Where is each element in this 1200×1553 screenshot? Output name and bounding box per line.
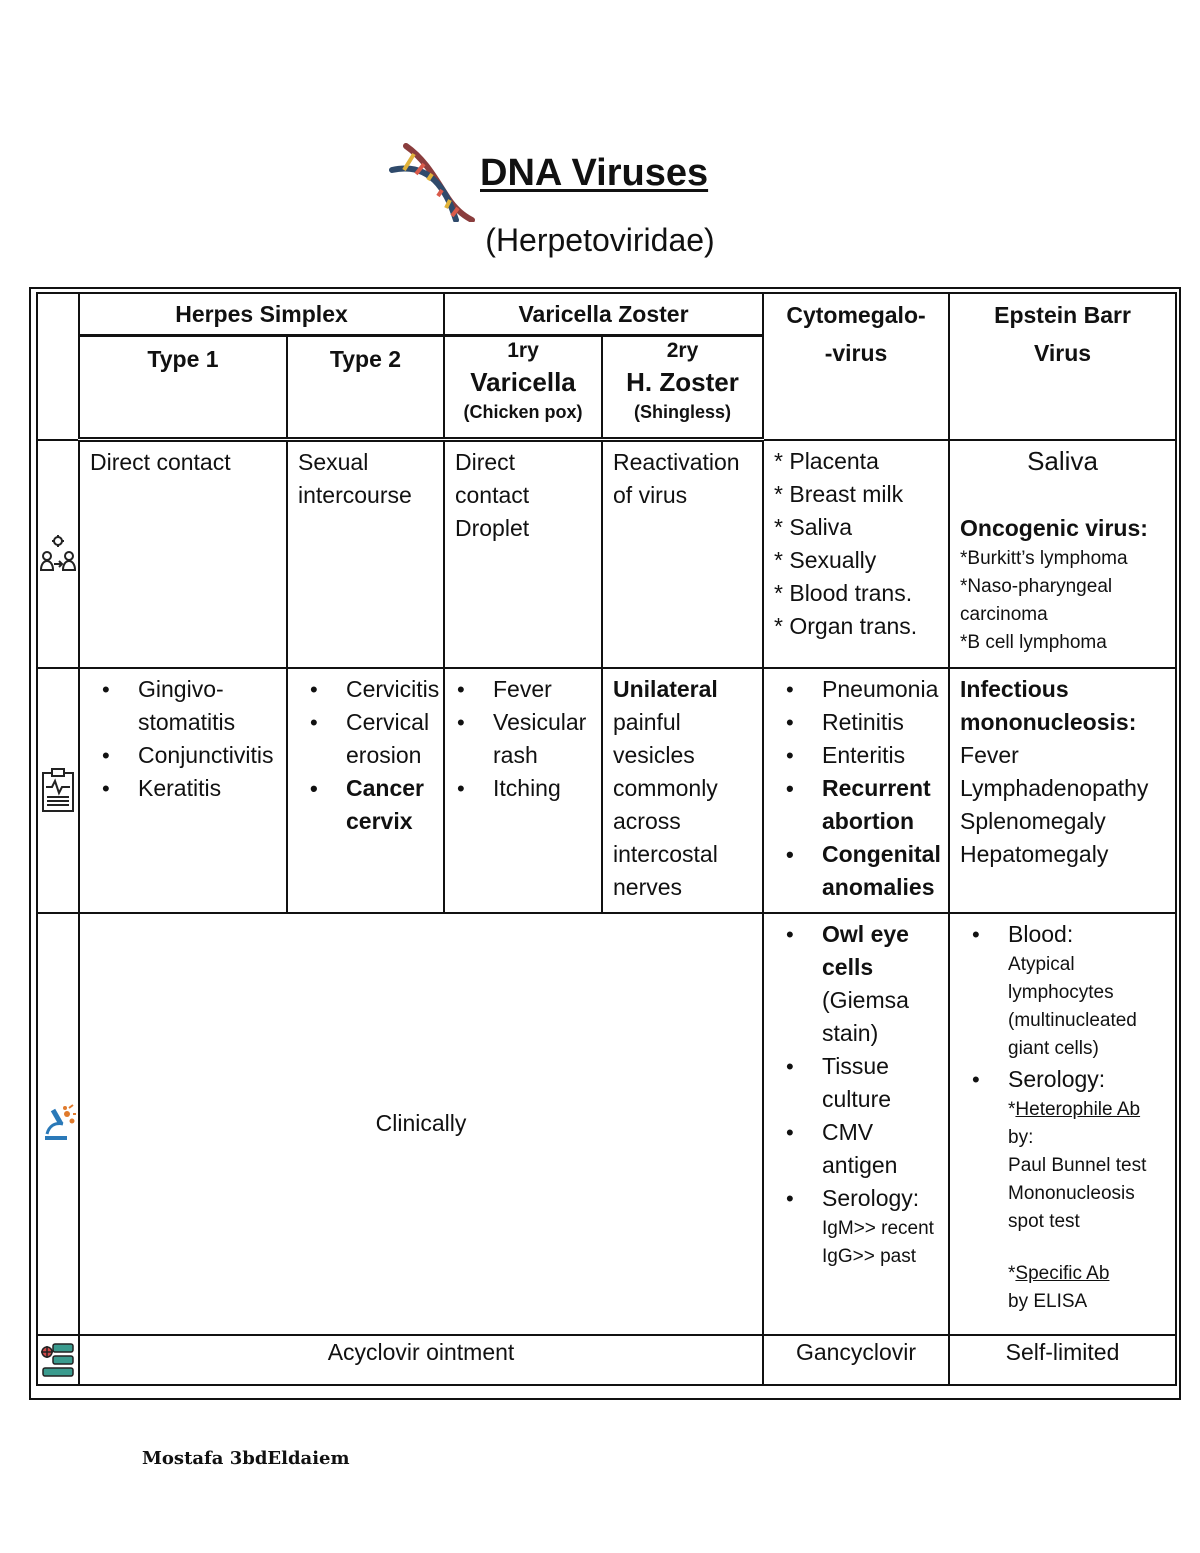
transmission-cmv [763,440,949,668]
page-subtitle: (Herpetoviridae) [485,222,715,258]
clinical-cmv-item: • Retinitis [822,706,938,739]
clinical-ebv-label: Infectious mononucleosis: [960,675,1137,735]
clinical-varicella-item: • Fever [493,673,591,706]
clinical-ebv [949,668,1176,913]
header-icon-cell [37,293,79,440]
transmission-varicella-line1: Direct [455,449,516,475]
treatment-ebv: Self-limited [949,1335,1176,1385]
header-ebv-line1: Epstein Barr [994,302,1131,328]
clinical-varicella-item: • Vesicular rash [493,706,591,772]
diagnosis-ebv-serology-item: • Serology: *Heterophile Ab by: Paul Bunnel test Mononucleosis spot test *Specific Ab by ELISA [1008,1063,1165,1316]
header-varicella-note: (Chicken pox) [463,402,583,422]
title-block [0,140,1200,220]
spacer [960,478,1165,512]
diagnosis-cmv-owl-item [822,918,938,1050]
transmission-cmv-item: * Organ trans. [774,612,918,639]
transmission-ebv-oncogenic-label: Oncogenic virus: [960,514,1148,541]
diagnosis-ebv-paul: Paul Bunnel test [1008,1154,1147,1176]
diagnosis-ebv-heterophile: Heterophile Ab [1015,1098,1141,1120]
treatment-hsv-vzv: Acyclovir ointment [79,1335,763,1385]
clinical-type2 [287,668,444,913]
header-zoster-note: (Shingless) [634,402,732,422]
clinical-ebv-item: Hepatomegaly [960,840,1109,867]
clinical-report-icon [40,767,76,813]
diagnosis-cmv-giemsa: (Giemsa stain) [822,986,909,1046]
transmission-cmv-item: * Sexually [774,546,877,573]
diagnosis-hsv-vzv: Clinically [79,913,763,1335]
transmission-zoster-line2: of virus [613,482,688,508]
treatment-row [37,1335,1176,1385]
diagnosis-ebv-elisa: by ELISA [1008,1290,1088,1312]
clinical-type1-item: • Gingivo-stomatitis [138,673,276,739]
header-cmv-line2: -virus [824,340,888,366]
clinical-zoster [602,668,763,913]
header-varicella-num: 1ry [507,339,539,362]
transmission-row [37,440,1176,668]
diagnosis-row [37,913,1176,1335]
header-varicella-name: Varicella [470,367,576,397]
header-cmv-line1: Cytomegalo- [786,302,926,328]
transmission-varicella-line2: contact [455,482,530,508]
clinical-type2-item: • Cancer cervix [346,772,433,838]
clinical-ebv-item: Splenomegaly [960,807,1106,834]
clinical-varicella [444,668,602,913]
author-signature: Mostafa 3bdEldaiem [142,1448,350,1469]
transmission-cmv-item: * Saliva [774,513,852,540]
clinical-type1-item: • Keratitis [138,772,276,805]
diagnosis-cmv-serology: • Serology: [822,1184,920,1211]
diagnosis-cmv-igg: IgG>> past [822,1245,917,1267]
diagnosis-cmv-item: • CMV antigen [822,1116,938,1182]
transmission-icon-cell [37,440,79,668]
transmission-type2-line2: intercourse [298,482,412,508]
clinical-type1-item: • Conjunctivitis [138,739,276,772]
transmission-cmv-item: * Placenta [774,447,879,474]
spacer [1008,1236,1165,1260]
transmission-varicella-line3: Droplet [455,515,530,541]
diagnosis-ebv-mono: Mononucleosis spot test [1008,1182,1135,1232]
clinical-ebv-item: Lymphadenopathy [960,774,1149,801]
header-type1: Type 1 [79,336,287,440]
treatment-icon-cell [37,1335,79,1385]
clinical-cmv-item: • Pneumonia [822,673,938,706]
transmission-type2-line1: Sexual [298,449,369,475]
clinical-ebv-item: Fever [960,741,1019,768]
clinical-type1 [79,668,287,913]
virus-table [36,292,1177,1386]
transmission-ebv-oncogenic-item: *Naso-pharyngeal carcinoma [960,575,1113,625]
header-zoster-name: H. Zoster [626,367,739,397]
diagnosis-ebv-specific: Specific Ab [1015,1262,1110,1284]
diagnosis-cmv-item: • Tissue culture [822,1050,938,1116]
diagnosis-cmv-owl: • Owl eye cells [822,920,909,980]
page-title: DNA Viruses [480,152,709,194]
clinical-row [37,668,1176,913]
clinical-zoster-bold: Unilateral [613,675,718,702]
dna-icon [386,140,478,222]
clinical-cmv-item: • Enteritis [822,739,938,772]
transmission-ebv-oncogenic-item: *Burkitt’s lymphoma [960,547,1128,569]
clinical-cmv-item: • Congenital anomalies [822,838,938,904]
clinical-cmv [763,668,949,913]
diagnosis-ebv-by: by: [1008,1126,1034,1148]
microscope-icon [39,1104,77,1144]
header-varicella [444,336,602,440]
clinical-zoster-rest: painful vesicles commonly across intercostal nerves [613,708,718,900]
header-type2: Type 2 [287,336,444,440]
diagnosis-ebv-blood: • Blood: [1008,920,1074,947]
transmission-type2 [287,440,444,668]
header-zoster-num: 2ry [666,339,699,362]
transmission-icon [40,534,76,574]
diagnosis-ebv-serology: • Serology: [1008,1065,1106,1092]
diagnosis-ebv-blood-detail: Atypical lymphocytes (multinucleated giant cells) [1008,953,1137,1059]
transmission-zoster [602,440,763,668]
header-row-1 [37,293,1176,336]
header-herpes-simplex: Herpes Simplex [79,293,444,336]
clinical-varicella-item: • Itching [493,772,591,805]
transmission-ebv-saliva: Saliva [1027,445,1098,476]
diagnosis-ebv [949,913,1176,1335]
diagnosis-ebv-blood-item [1008,918,1165,1063]
transmission-cmv-item: * Breast milk [774,480,904,507]
transmission-ebv [949,440,1176,668]
transmission-cmv-item: * Blood trans. [774,579,913,606]
transmission-zoster-line1: Reactivation [613,449,740,475]
treatment-cmv: Gancyclovir [763,1335,949,1385]
header-ebv [949,293,1176,440]
transmission-varicella [444,440,602,668]
clinical-type2-item: • Cervical erosion [346,706,433,772]
transmission-type1: Direct contact [79,440,287,668]
diagnosis-cmv-igm: IgM>> recent [822,1217,934,1239]
treatment-icon [39,1340,77,1380]
header-ebv-line2: Virus [1033,340,1092,366]
transmission-ebv-oncogenic-item: *B cell lymphoma [960,631,1107,653]
clinical-cmv-item: • Recurrent abortion [822,772,938,838]
diagnosis-cmv [763,913,949,1335]
clinical-icon-cell [37,668,79,913]
diagnosis-icon-cell [37,913,79,1335]
header-varicella-zoster: Varicella Zoster [444,293,763,336]
header-cmv [763,293,949,440]
header-zoster [602,336,763,440]
clinical-type2-item: • Cervicitis [346,673,433,706]
diagnosis-cmv-serology-item [822,1182,938,1271]
